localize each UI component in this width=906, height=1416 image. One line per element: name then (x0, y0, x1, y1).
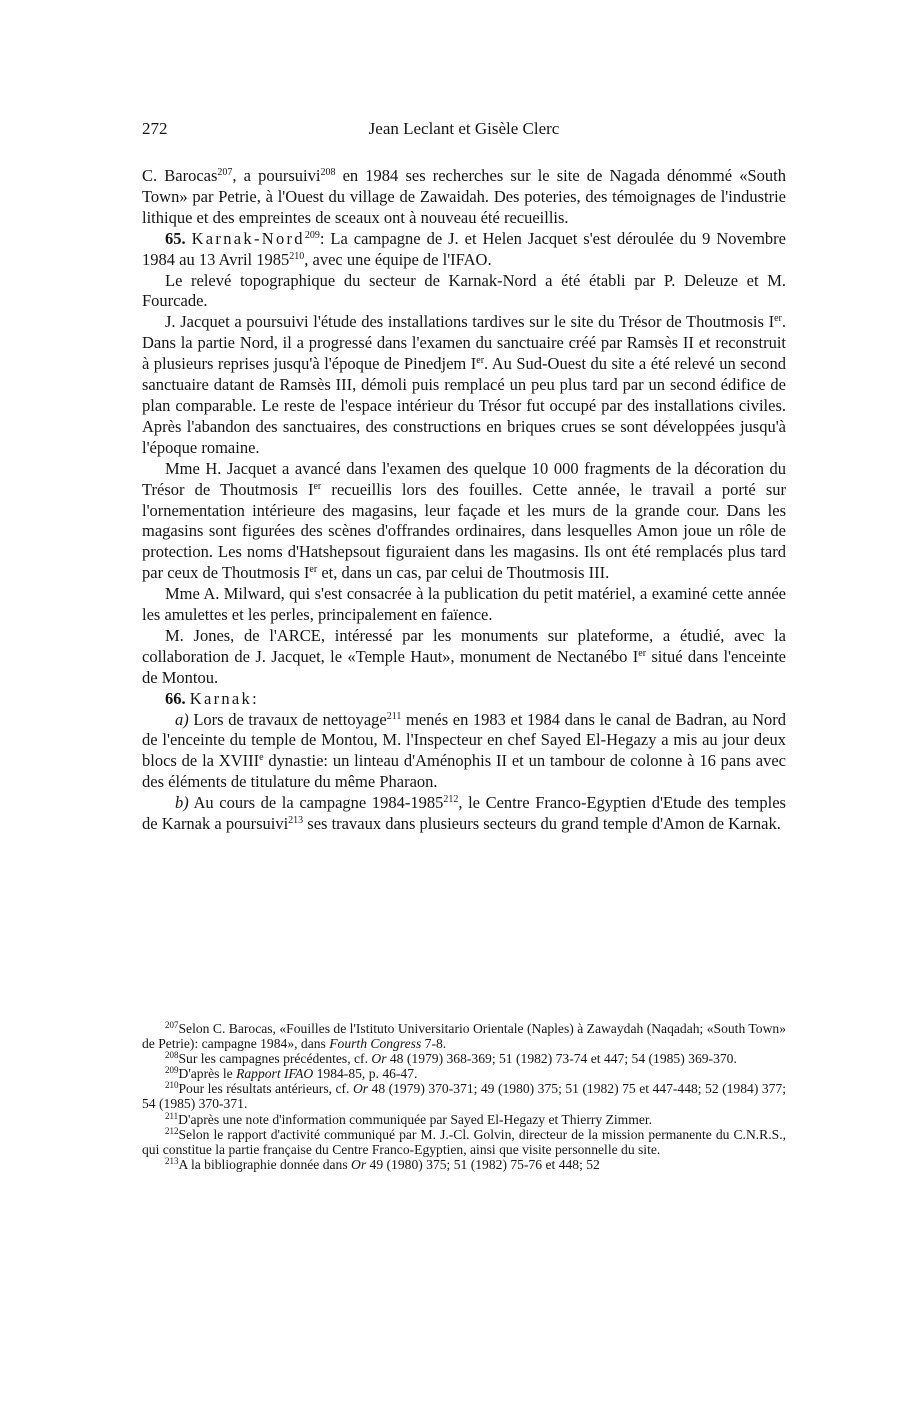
footnote-ref: 211 (386, 710, 402, 722)
running-title: Jean Leclant et Gisèle Clerc (368, 119, 560, 138)
superscript: er (309, 564, 318, 576)
footnote-ref: 213 (288, 815, 304, 827)
paragraph-barocas: C. Barocas$^{207}$, a poursuivi$^{208}$ en 1984 ses recherches sur le site de Nagada dénommé «South Town» par Petrie, à l'Ouest du village de Zawaidah. Des poteries, des témoignages de l'industrie lithique et des empreintes de sceaux ont à nouveau été recueillis. (142, 166, 786, 227)
footnote-211: $^{211}$D'après une note d'information communiquée par Sayed El-Hegazy et Thierry Zimmer. (165, 1110, 653, 1127)
superscript: er (774, 313, 782, 325)
body-text (142, 166, 786, 835)
paragraph-h-jacquet: Mme H. Jacquet a avancé dans l'examen des quelque 10 000 fragments de la décoration du Trésor de Thoutmosis Ier recueillis lors des fouilles. Cette année, le travail a porté sur l'ornementation intérieure des magasins, leur façade et les murs de la grande cour. Dans les magasins sont figurées des scènes d'offrandes ordinaires, dans lesquelles Amon joue un rôle de protection. Les noms d'Hatshepsout figuraient dans les magasins. Ils ont été remplacés plus tard par ceux de Thoutmosis Ier et, dans un cas, par celui de Thoutmosis III. (142, 458, 786, 583)
footnote-ref: 207 (217, 167, 233, 178)
footnote-213: $^{213}$A la bibliographie donnée dans Or 49 (1980) 375; 51 (1982) 75-76 et 448; 52 (165, 1155, 600, 1172)
footnote-ref: 209 (304, 229, 320, 241)
footnote-208: $^{208}$Sur les campagnes précédentes, cf. Or 48 (1979) 368-369; 51 (1982) 73-74 et 447; 54 (1985) 369-370. (165, 1050, 737, 1067)
footnote-ref: 208 (320, 167, 336, 178)
section-heading: Karnak-Nord (191, 228, 305, 248)
list-letter: a) (175, 709, 189, 729)
paragraph-a: a) Lors de travaux de nettoyage$^{211}$ menés en 1983 et 1984 dans le canal de Badran, au Nord de l'enceinte du temple de Montou, M. l'Inspecteur en chef Sayed El-Hegazy a mis au jour deux blocs de la XVIIIe dynastie: un linteau d'Aménophis II et un tambour de colonne à 16 pans avec des éléments de titulature du même Pharaon. (142, 709, 786, 792)
page-number: 272 (142, 119, 168, 138)
footnote-ref: 212 (443, 794, 459, 806)
section-number: 65. (165, 228, 186, 248)
footnotes (142, 1021, 786, 1172)
page-header (142, 119, 786, 143)
footnote-207: $^{207}$Selon C. Barocas, «Fouilles de l'Istituto Universitario Orientale (Naples) à Zawaydah (Naqadah; «South Town» de Petrie): campagne 1984», dans Fourth Congress 7-8. (142, 1020, 786, 1052)
paragraph-releve: Le relevé topographique du secteur de Karnak-Nord a été établi par P. Deleuze et M. Fourcade. (142, 270, 786, 311)
footnote-209: $^{209}$D'après le Rapport IFAO 1984-85, p. 46-47. (165, 1065, 418, 1082)
section-heading: Karnak (189, 688, 253, 708)
superscript: er (476, 355, 485, 367)
section-number: 66. (165, 688, 186, 708)
paragraph-jones: M. Jones, de l'ARCE, intéressé par les monuments sur plateforme, a étudié, avec la collaboration de J. Jacquet, le «Temple Haut», monument de Nectanébo Ier situé dans l'enceinte de Montou. (142, 625, 786, 687)
paragraph-b: b) Au cours de la campagne 1984-1985$^{212}$, le Centre Franco-Egyptien d'Etude des temples de Karnak a poursuivi$^{213}$ ses travaux dans plusieurs secteurs du grand temple d'Amon de Karnak. (142, 793, 786, 834)
footnote-212: $^{212}$Selon le rapport d'activité communiqué par M. J.-Cl. Golvin, directeur de la mission permanente du C.N.R.S., qui constitue la partie française du Centre Franco-Egyptien, ainsi que visite personnelle du site. (142, 1125, 786, 1157)
paragraph-jacquet: J. Jacquet a poursuivi l'étude des installations tardives sur le site du Trésor de Thoutmosis Ier. Dans la partie Nord, il a progressé dans l'examen du sanctuaire créé par Ramsès II et reconstruit à plusieurs reprises jusqu'à l'époque de Pinedjem Ier. Au Sud-Ouest du site a été relevé un second sanctuaire datant de Ramsès III, démoli puis remplacé un peu plus tard par un second édifice de plan comparable. Le reste de l'espace intérieur du Trésor fut occupé par des installations civiles. Après l'abandon des sanctuaires, des constructions en briques crues se sont développées jusqu'à l'époque romaine. (142, 312, 786, 457)
paragraph-milward: Mme A. Milward, qui s'est consacrée à la publication du petit matériel, a examiné cette année les amulettes et les perles, principalement en faïence. (142, 584, 786, 625)
superscript: e (259, 752, 264, 764)
list-letter: b) (175, 793, 189, 813)
superscript: er (638, 647, 647, 659)
superscript: er (313, 480, 322, 492)
footnote-210: $^{210}$Pour les résultats antérieurs, cf. Or 48 (1979) 370-371; 49 (1980) 375; 51 (1982) 75 et 447-448; 52 (1984) 377; 54 (1985) 370-371. (142, 1080, 787, 1112)
section-65: 65. Karnak-Nord$^{209}$: La campagne de J. et Helen Jacquet s'est déroulée du 9 Novembre 1984 au 13 Avril 1985$^{210}$, avec une équipe de l'IFAO. (142, 228, 787, 269)
section-66: 66. Karnak: (165, 688, 257, 708)
footnote-ref: 210 (289, 250, 305, 262)
